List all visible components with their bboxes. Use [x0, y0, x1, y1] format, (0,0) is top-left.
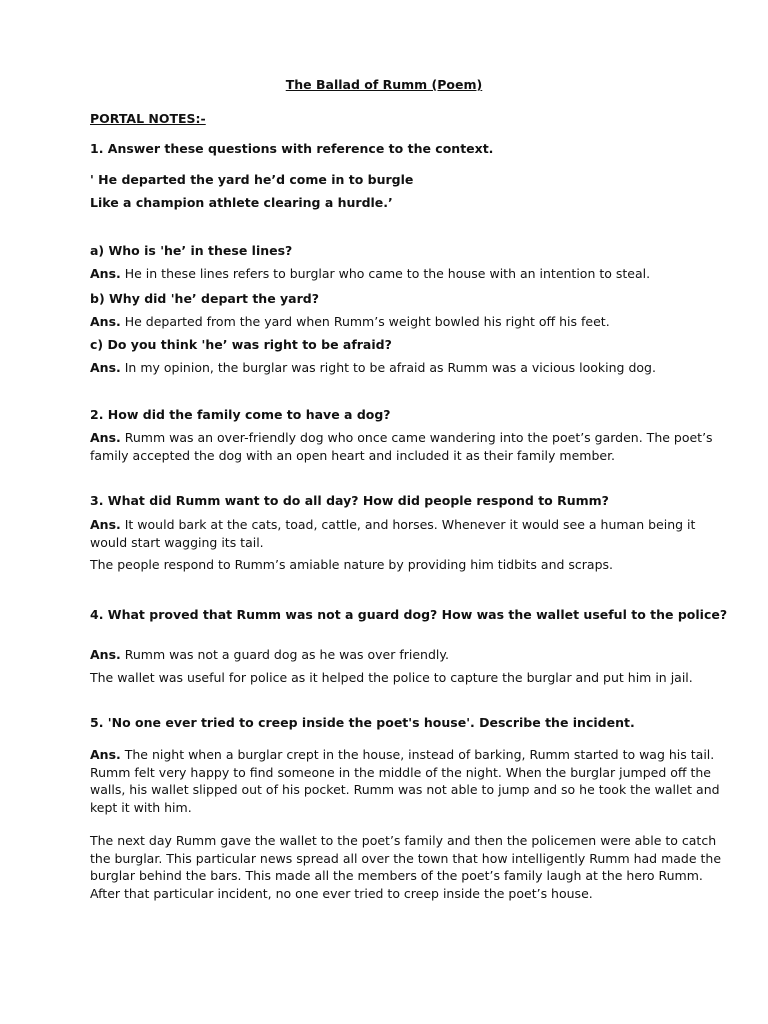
q1-heading: 1. Answer these questions with reference to the context.	[90, 141, 494, 156]
q3-answer-continued: The people respond to Rumm’s amiable nature by providing him tidbits and scraps.	[90, 557, 614, 572]
answer-label: Ans.	[90, 360, 121, 375]
q2-answer	[90, 429, 730, 464]
answer-label: Ans.	[90, 517, 121, 532]
q2-heading: 2. How did the family come to have a dog?	[90, 407, 391, 422]
answer-label: Ans.	[90, 430, 121, 445]
q3-heading: 3. What did Rumm want to do all day? How did people respond to Rumm?	[90, 493, 609, 508]
answer-text: In my opinion, the burglar was right to be afraid as Rumm was a vicious looking dog.	[120, 360, 656, 375]
q1a-answer	[90, 265, 730, 283]
q4-answer	[90, 646, 730, 664]
answer-label: Ans.	[90, 266, 121, 281]
q4-answer-continued: The wallet was useful for police as it helped the police to capture the burglar and put him in jail.	[90, 670, 693, 685]
answer-text: He in these lines refers to burglar who came to the house with an intention to steal.	[120, 266, 651, 281]
q1-quote-line2: Like a champion athlete clearing a hurdle.’	[90, 195, 393, 210]
q1-quote-line1: ' He departed the yard he’d come in to burgle	[90, 172, 414, 187]
answer-label: Ans.	[90, 314, 121, 329]
q1c-answer	[90, 359, 730, 377]
q1b-question: b) Why did 'he’ depart the yard?	[90, 291, 319, 306]
answer-label: Ans.	[90, 647, 121, 662]
q1a-question: a) Who is 'he’ in these lines?	[90, 243, 293, 258]
q5-answer-continued: The next day Rumm gave the wallet to the poet’s family and then the policemen were able to catch the burglar. This particular news spread all over the town that how intelligently Rumm had made the burglar behind the bars. This made all the members of the poet’s family laugh at the hero Rumm. After that particular incident, no one ever tried to creep inside the poet’s house.	[90, 833, 722, 901]
answer-text: He departed from the yard when Rumm’s weight bowled his right off his feet.	[120, 314, 610, 329]
answer-text: Rumm was an over-friendly dog who once came wandering into the poet’s garden. The poet’s family accepted the dog with an open heart and included it as their family member.	[90, 430, 713, 463]
q1b-answer	[90, 313, 730, 331]
answer-text: It would bark at the cats, toad, cattle, and horses. Whenever it would see a human being it would start wagging its tail.	[90, 517, 696, 550]
q5-heading: 5. 'No one ever tried to creep inside the poet's house'. Describe the incident.	[90, 715, 635, 730]
document-title: The Ballad of Rumm (Poem)	[285, 77, 483, 92]
portal-notes-heading: PORTAL NOTES:-	[90, 111, 206, 126]
answer-label: Ans.	[90, 747, 121, 762]
q3-answer	[90, 516, 730, 551]
q5-answer	[90, 746, 730, 816]
q4-heading: 4. What proved that Rumm was not a guard dog? How was the wallet useful to the police?	[90, 607, 728, 622]
q1c-question: c) Do you think 'he’ was right to be afraid?	[90, 337, 392, 352]
answer-text: The night when a burglar crept in the house, instead of barking, Rumm started to wag his tail. Rumm felt very happy to find someone in the middle of the night. When the burglar jumped off the walls, his wallet slipped out of his pocket. Rumm was not able to jump and so he took the wallet and kept it with him.	[90, 747, 720, 815]
answer-text: Rumm was not a guard dog as he was over friendly.	[120, 647, 449, 662]
